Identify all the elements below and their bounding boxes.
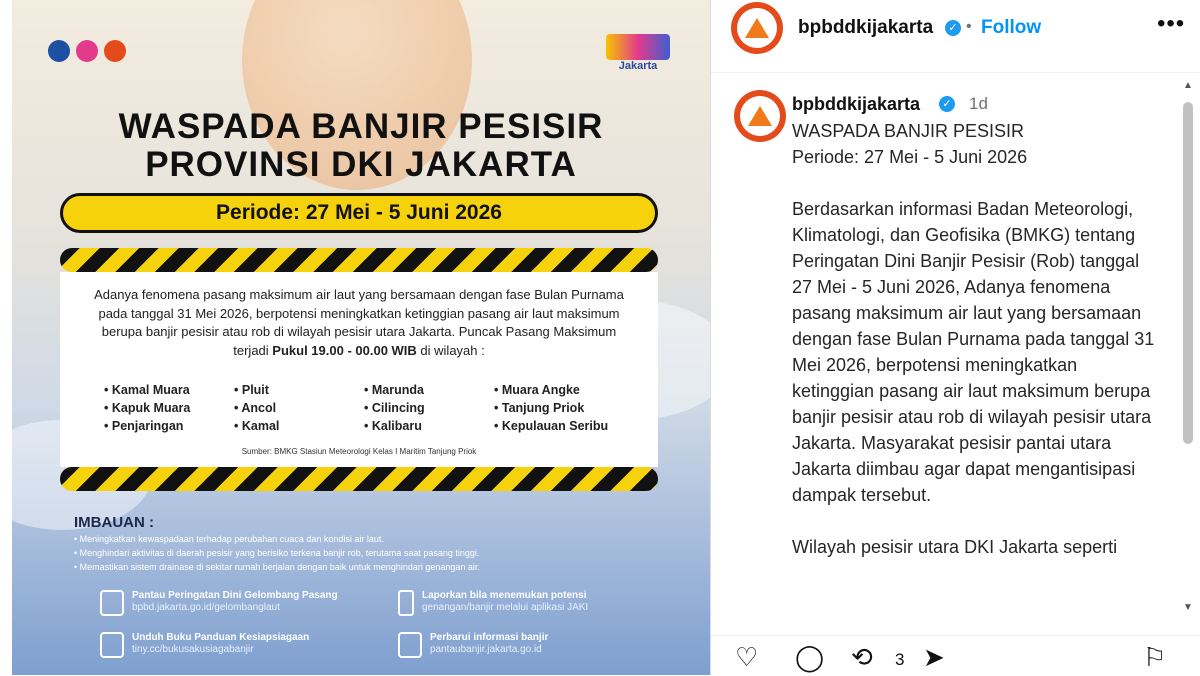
post-header [711,0,1200,73]
bpbd-logo-icon [104,40,126,62]
header-username[interactable]: bpbddkijakarta [798,17,934,38]
bpbd-logo-icon [748,106,772,126]
area-item: • Muara Angke [494,381,624,399]
caption-paragraph: Berdasarkan informasi Badan Meteorologi, Klimatologi, dan Geofisika (BMKG) tentang Peringatan Dini Banjir Pesisir (Rob) tanggal 27 Mei - 5 Juni 2026, Adanya fenomena pasang maksimum air laut yang bersamaan dengan fase Bulan Purnama pada tanggal 31 Mei 2026, berpotensi meningkatkan ketinggian pasang air laut maksimum berupa banjir pesisir atau rob di wilayah pesisir utara Jakarta. Masyarakat pesisir pantai utara Jakarta diimbau agar dapat mengantisipasi dampak tersebut. [792,199,1155,505]
info-report-jaki [398,590,588,616]
building-icon [100,590,124,616]
area-item: • Penjaringan [104,417,234,435]
imbauan-item: • Menghindari aktivitas di daerah pesisir yang berisiko terkena banjir rob, terutama saat pasang tinggi. [74,546,480,560]
caption-title: WASPADA BANJIR PESISIR [792,121,1025,141]
bpbd-logo-icon [745,18,769,38]
imbauan-item: • Memastikan sistem drainase di sekitar rumah berjalan dengan baik untuk menghindari genangan air. [74,560,480,574]
imbauan-list [74,532,480,574]
like-heart-icon[interactable]: ♡ [735,642,759,672]
info-url: genangan/banjir melalui aplikasi JAKI [422,602,589,613]
area-item: • Marunda [364,381,494,399]
abadi-jakarta-logo-icon [76,40,98,62]
poster-title [12,108,710,184]
info-guidebook [100,632,309,658]
info-title: Laporkan bila menemukan potensi [422,590,587,601]
area-item: • Kamal [234,417,364,435]
post-actions [711,635,1200,676]
info-url: pantaubanjir.jakarta.go.id [430,644,542,655]
government-logos [48,40,126,62]
verified-badge-icon: ✓ [939,96,955,112]
phone-icon [398,590,414,616]
poster-title-line2: PROVINSI DKI JAKARTA [145,145,577,184]
avatar[interactable] [731,2,783,54]
post-image[interactable] [12,0,710,675]
caption-paragraph: Wilayah pesisir utara DKI Jakarta seperti [792,537,1118,557]
repost-count: 3 [895,650,905,669]
hazard-stripe-bottom [60,467,658,491]
area-item: • Pluit [234,381,364,399]
book-icon [100,632,124,658]
info-url: tiny.cc/bukusakusiagabanjir [132,644,254,655]
notice-box [60,272,658,467]
caption-period: Periode: 27 Mei - 5 Juni 2026 [792,147,1028,167]
area-item: • Tanjung Priok [494,399,624,417]
follow-button[interactable]: Follow [981,17,1042,38]
separator-dot: • [966,18,972,35]
verified-badge-icon: ✓ [945,20,961,36]
more-options-icon[interactable]: ••• [1157,10,1186,37]
affected-areas-list [104,381,624,435]
jakarta-anniversary-logo [606,34,670,72]
poster-title-line1: WASPADA BANJIR PESISIR [118,107,604,146]
area-item: • Kapuk Muara [104,399,234,417]
info-title: Perbarui informasi banjir [430,632,549,643]
comment-icon[interactable]: ◯ [795,642,825,672]
save-bookmark-icon[interactable]: ⚐ [1143,642,1167,672]
area-item: • Kepulauan Seribu [494,417,624,435]
repost-icon[interactable]: ⟲ [851,642,873,672]
scroll-down-icon[interactable]: ▼ [1183,602,1193,613]
left-gutter [0,0,12,675]
map-icon [398,632,422,658]
area-item: • Cilincing [364,399,494,417]
info-url: bpbd.jakarta.go.id/gelombanglaut [132,602,280,613]
period-banner: Periode: 27 Mei - 5 Juni 2026 [60,193,658,233]
area-item: • Ancol [234,399,364,417]
caption-username[interactable]: bpbddkijakarta [792,94,921,114]
post-caption [792,118,1162,586]
info-flood-update [398,632,548,658]
info-title: Pantau Peringatan Dini Gelombang Pasang [132,590,338,601]
imbauan-heading: IMBAUAN : [74,514,154,531]
anniversary-mark-icon [606,34,670,60]
hazard-stripe-top [60,248,658,272]
logo-label: Jakarta [618,60,658,72]
caption-avatar[interactable] [734,90,786,142]
imbauan-item: • Meningkatkan kewaspadaan terhadap perubahan cuaca dan kondisi air laut. [74,532,480,546]
notice-text: Adanya fenomena pasang maksimum air laut yang bersamaan dengan fase Bulan Purnama pada tanggal 31 Mei 2026, berpotensi meningkatkan ketinggian pasang air laut maksimum berupa banjir pesisir atau rob di wilayah pesisir utara Jakarta. Puncak Pasang Maksimum terjadi Pukul 19.00 - 00.00 WIB di wilayah : [94,287,624,358]
source-note: Sumber: BMKG Stasiun Meteorologi Kelas I Maritim Tanjung Priok [241,447,477,456]
scroll-thumb[interactable] [1183,102,1193,444]
area-item: • Kamal Muara [104,381,234,399]
info-title: Unduh Buku Panduan Kesiapsiagaan [132,632,310,643]
scroll-up-icon[interactable]: ▲ [1183,80,1193,91]
area-item: • Kalibaru [364,417,494,435]
post-timestamp[interactable]: 1d [969,94,988,113]
caption-scrollbar[interactable] [1179,80,1195,620]
dki-crest-icon [48,40,70,62]
share-icon[interactable]: ➤ [923,642,945,672]
info-tide-warning [100,590,338,616]
panel-divider [710,0,711,675]
